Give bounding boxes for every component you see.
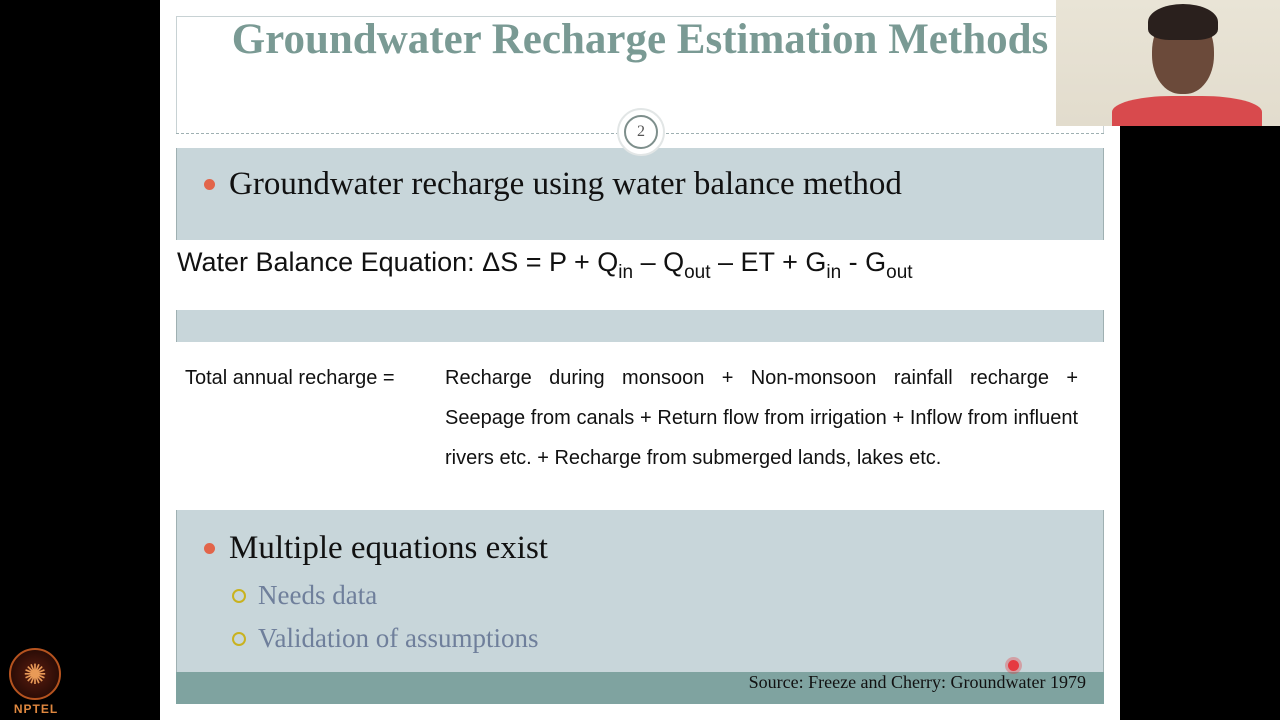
slide-title: Groundwater Recharge Estimation Methods (231, 16, 1049, 63)
bullet-dot-icon (204, 543, 215, 554)
bullet-dot-icon (204, 179, 215, 190)
bullet-water-balance (204, 166, 902, 203)
sub-bullet-text: Needs data (258, 580, 378, 610)
total-recharge-formula (185, 358, 1078, 478)
recharge-label: Total annual recharge = (185, 367, 395, 389)
slide-number: 2 (624, 115, 658, 149)
bullet-band-middle (176, 310, 1104, 342)
laser-pointer-icon (1008, 660, 1019, 671)
nptel-logo-text: NPTEL (13, 702, 59, 716)
source-citation: Source: Freeze and Cherry: Groundwater 1979 (748, 672, 1086, 692)
sub-bullet-validation (232, 623, 538, 654)
nptel-logo (6, 646, 66, 718)
bullet-text: Multiple equations exist (229, 530, 548, 566)
slide (160, 0, 1120, 720)
presenter-shirt (1112, 96, 1262, 126)
bullet-text: Groundwater recharge using water balance method (229, 166, 902, 202)
presenter-hair (1148, 4, 1218, 40)
sub-bullet-text: Validation of assumptions (258, 623, 539, 653)
sub-bullet-ring-icon (232, 589, 246, 603)
water-balance-equation: Water Balance Equation: $\Delta S = P + Q_{in} - Q_{out}$ – ET + $G_{in} - G_{out}$ (177, 247, 913, 283)
sub-bullet-ring-icon (232, 632, 246, 646)
recharge-body: Recharge during monsoon + Non-monsoon rainfall recharge + Seepage from canals + Return flow from irrigation + Inflow from influent rivers etc. + Recharge from submerged lands, lakes etc. (445, 367, 1078, 469)
bullet-multiple-equations (204, 530, 548, 567)
presenter-webcam (1056, 0, 1280, 126)
nptel-emblem-icon: ✺ (9, 648, 61, 700)
slide-number-badge (617, 108, 665, 156)
sub-bullet-needs-data (232, 580, 377, 611)
